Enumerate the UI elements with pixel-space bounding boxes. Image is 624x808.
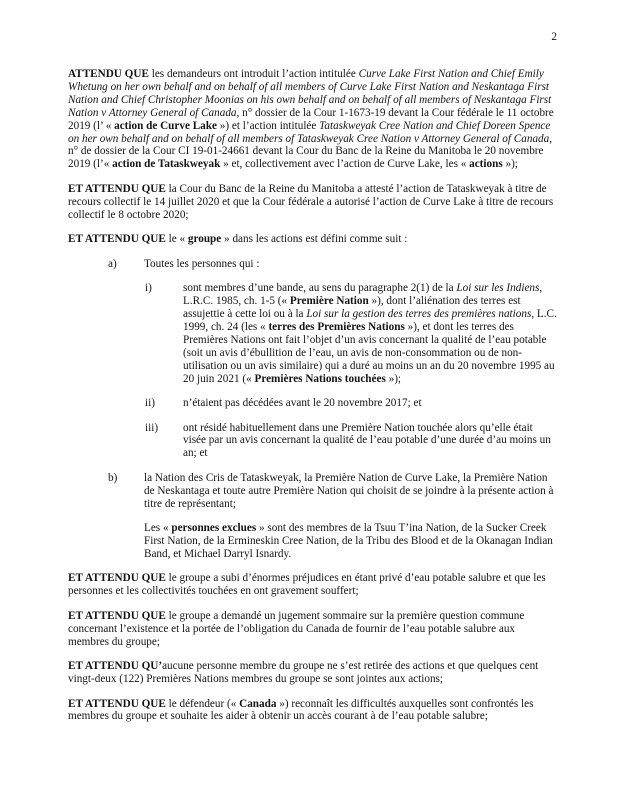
text-run: , L.C. 1999, ch. 24 (les « <box>183 307 557 333</box>
bold-run: action de Tataskweyak <box>112 158 221 171</box>
text-run: »); <box>385 372 402 385</box>
list-item-b <box>68 472 557 511</box>
text-run: » dans les actions est défini comme suit : <box>221 233 408 246</box>
text-run: la Cour du Banc de la Reine du Manitoba a attesté l’action de Tataskweyak à titre de recours collectif le 14 juillet 2020 et que la Cour fédérale a autorisé l’action de Curve Lake à titre de recours collectif le 8 octobre 2020; <box>68 182 554 221</box>
text-run: le « <box>165 233 188 246</box>
paragraph-text <box>68 572 546 597</box>
paragraph-text <box>183 422 551 460</box>
list-marker: b) <box>108 471 118 484</box>
list-marker: a) <box>108 257 117 270</box>
text-run: ont résidé habituellement dans une Première Nation touchée alors qu’elle était visée par un avis concernant la qualité de l’eau potable d’une durée d’au moins un an; et <box>183 421 551 460</box>
attendu-clause-canada <box>68 698 557 724</box>
paragraph-text <box>183 397 422 409</box>
text-run: ») reconnaît les difficultés auxquelles sont confrontés les membres du groupe et souhaite les aider à obtenir un accès courant à de l’eau potable salubre; <box>68 697 534 723</box>
attendu-clause-prejudices <box>68 572 557 598</box>
italic-run: Loi sur la gestion des terres des premières nations <box>306 307 532 320</box>
text-run: »), et dont les terres des Premières Nations ont fait l’objet d’un avis concernant la qualité de l’eau potable (soit un avis d’ébullition de l’eau, un avis de non-consommation ou de non-utilisation ou un avis similaire) qui a duré au moins un an du 20 novembre 1995 au 20 juin 2021 (« <box>183 320 555 385</box>
paragraph-text <box>68 660 538 685</box>
list-item-iii <box>68 422 557 461</box>
bold-run: ET ATTENDU QUE <box>68 182 166 195</box>
bold-run: ET ATTENDU QUE <box>68 233 166 246</box>
bold-run: Première Nation <box>289 295 369 308</box>
bold-run: ET ATTENDU QU’ <box>68 660 163 673</box>
text-run: » sont des membres de la Tsuu T’ina Nation, de la Sucker Creek First Nation, de la Ermineskin Cree Nation, de la Tribu des Blood et de la Okanagan Indian Band, et Michael Darryl Isnardy. <box>144 522 553 560</box>
page-number: 2 <box>551 31 557 43</box>
text-run: Toutes les personnes qui : <box>144 257 260 270</box>
text-run: n’étaient pas décédées avant le 20 novembre 2017; et <box>183 397 422 409</box>
text-run: , n° de dossier de la Cour CI 19-01-24661 devant la Cour du Banc de la Reine du Manitoba le 20 novembre 2019 (l’« <box>68 132 553 171</box>
bold-run: terres des Premières Nations <box>268 320 405 333</box>
attendu-clause-jugement-sommaire <box>68 610 557 649</box>
italic-run: Curve Lake First Nation and Chief Emily Whetung on her own behalf and on behalf of all members of Curve Lake First Nation and Neskantaga First Nation and Chief Christopher Moonias on his own behalf and on behalf of all members of Neskantaga First Nation v Attorney General of Canada <box>68 68 552 119</box>
text-run: »), dont l’aliénation des terres est assujettie à cette loi ou à la <box>183 295 521 320</box>
attendu-clause-retraits <box>68 660 557 686</box>
text-run: , L.R.C. 1985, ch. 1-5 (« <box>183 282 543 308</box>
text-run: aucune personne membre du groupe ne s’est retirée des actions et que quelques cent vingt-deux (122) Premières Nations membres du groupe se sont jointes aux actions; <box>68 660 539 686</box>
attendu-clause-certification <box>68 183 557 222</box>
bold-run: ET ATTENDU QUE <box>68 609 166 622</box>
list-item-ii <box>68 397 557 410</box>
paragraph-text <box>68 68 554 170</box>
text-run: le défendeur (« <box>165 697 240 710</box>
text-run: Les « <box>144 522 172 535</box>
bold-run: personnes exclues <box>171 522 257 535</box>
paragraph-text <box>68 233 407 245</box>
attendu-clause-actions <box>68 68 557 171</box>
bold-run: Premières Nations touchées <box>254 372 386 385</box>
text-run: sont membres d’une bande, au sens du paragraphe 2(1) de la <box>183 282 457 295</box>
list-marker: i) <box>145 282 152 295</box>
document-body <box>68 68 557 735</box>
paragraph-text <box>144 258 259 270</box>
italic-run: Tataskweyak Cree Nation and Chief Doreen Spence on her own behalf and on behalf of all members of Tataskweyak Cree Nation v Attorney General of Canada <box>68 119 551 145</box>
paragraph-text <box>68 610 524 648</box>
paragraph-text <box>144 472 553 510</box>
bold-run: Canada <box>239 697 277 710</box>
text-run: les demandeurs ont introduit l’action intitulée <box>148 68 359 80</box>
personnes-exclues-paragraph <box>68 522 557 561</box>
italic-run: Loi sur les Indiens <box>456 282 540 295</box>
bold-run: actions <box>469 158 503 171</box>
list-item-i <box>68 282 557 385</box>
bold-run: groupe <box>187 233 222 246</box>
text-run: le groupe a subi d’énormes préjudices en étant privé d’eau potable salubre et que les personnes et les collectivités touchées en ont gravement souffert; <box>68 572 546 598</box>
paragraph-text <box>68 183 553 221</box>
text-run: »); <box>502 158 518 171</box>
list-marker: iii) <box>145 421 159 434</box>
text-run: ») et l’action intitulée <box>216 119 320 132</box>
text-run: la Nation des Cris de Tataskweyak, la Première Nation de Curve Lake, la Première Nation de Neskantaga et toute autre Première Nation qui choisit de se joindre à la présente action à titre de représentant; <box>144 471 554 510</box>
paragraph-text <box>183 282 557 384</box>
attendu-clause-groupe-definition <box>68 233 557 246</box>
list-item-a <box>68 258 557 271</box>
list-marker: ii) <box>145 397 155 409</box>
bold-run: action de Curve Lake <box>114 119 217 132</box>
text-run: le groupe a demandé un jugement sommaire sur la première question commune concernant l’existence et la portée de l’obligation du Canada de fournir de l’eau potable salubre aux membres du groupe; <box>68 609 525 648</box>
paragraph-text <box>144 522 553 560</box>
text-run: , n° dossier de la Cour 1-1673-19 devant la Cour fédérale le 11 octobre 2019 (l’ « <box>68 106 554 132</box>
text-run: » et, collectivement avec l’action de Curve Lake, les « <box>220 158 470 171</box>
bold-run: ET ATTENDU QUE <box>68 572 166 585</box>
paragraph-text <box>68 698 533 723</box>
bold-run: ATTENDU QUE <box>68 68 149 80</box>
bold-run: ET ATTENDU QUE <box>68 697 166 710</box>
